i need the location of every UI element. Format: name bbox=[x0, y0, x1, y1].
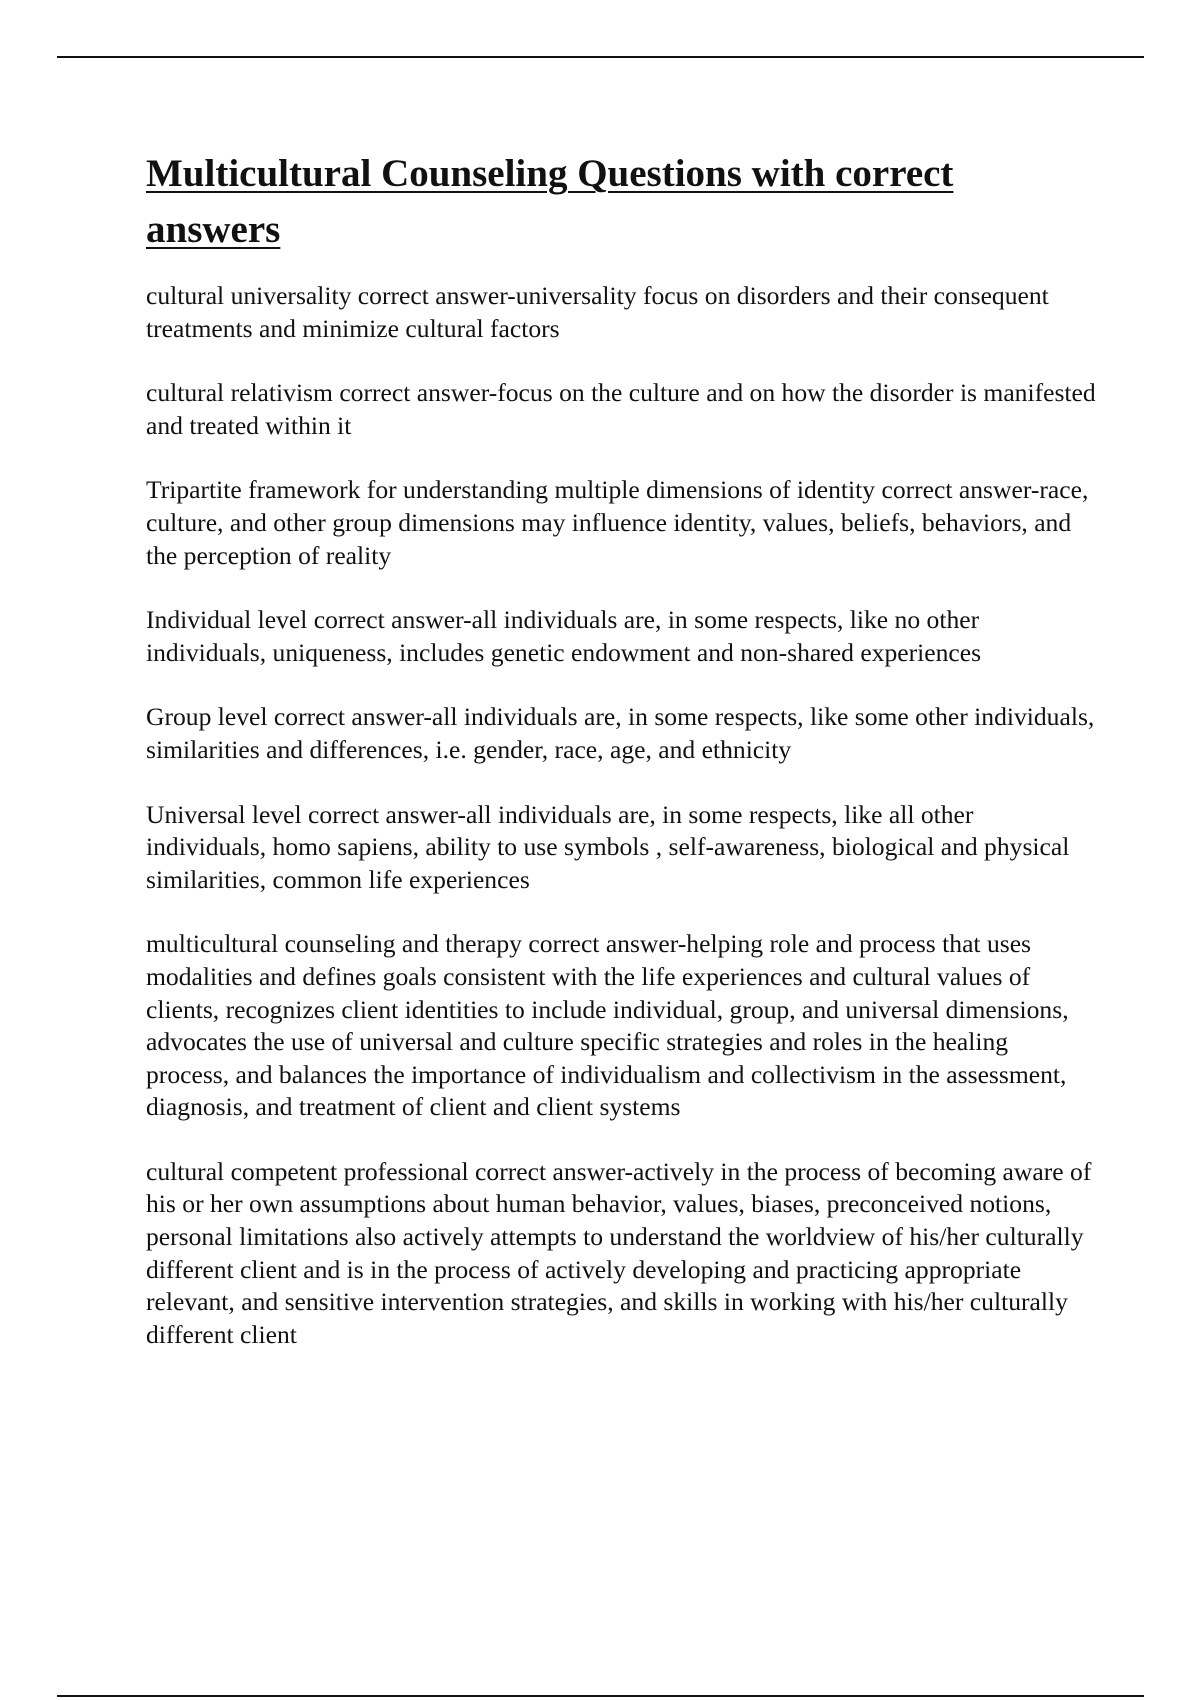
header-rule bbox=[57, 56, 1144, 58]
document-title: Multicultural Counseling Questions with correct answers bbox=[146, 152, 954, 251]
entry-tripartite-framework: Tripartite framework for understanding multiple dimensions of identity correct answer-race, culture, and other group dimensions may influence identity, values, beliefs, behaviors, and the perception of reality bbox=[146, 475, 1089, 570]
entry-cultural-universality: cultural universality correct answer-universality focus on disorders and their consequent treatments and minimize cultural factors bbox=[146, 281, 1049, 343]
entry-universal-level: Universal level correct answer-all individuals are, in some respects, like all other individuals, homo sapiens, ability to use symbols , self-awareness, biological and physical similarities, common life experiences bbox=[146, 799, 1070, 894]
entry-group-level: Group level correct answer-all individuals are, in some respects, like some other individuals, similarities and differences, i.e. gender, race, age, and ethnicity bbox=[146, 702, 1095, 764]
footer-rule bbox=[57, 1695, 1144, 1697]
entry-cultural-relativism: cultural relativism correct answer-focus on the culture and on how the disorder is manifested and treated within it bbox=[146, 378, 1096, 440]
entry-cultural-competent-professional: cultural competent professional correct answer-actively in the process of becoming aware of his or her own assumptions about human behavior, values, biases, preconceived notions, personal limitations also actively attempts to understand the worldview of his/her culturally different client and is in the process of actively developing and practicing appropriate relevant, and sensitive intervention strategies, and skills in working with his/her culturally different client bbox=[146, 1156, 1092, 1349]
entry-multicultural-counseling: multicultural counseling and therapy correct answer-helping role and process that uses modalities and defines goals consistent with the life experiences and cultural values of clients, recognizes client identities to include individual, group, and universal dimensions, advocates the use of universal and culture specific strategies and roles in the healing process, and balances the importance of individualism and collectivism in the assessment, diagnosis, and treatment of client and client systems bbox=[146, 929, 1069, 1122]
document-body bbox=[146, 146, 1096, 1383]
entry-individual-level: Individual level correct answer-all individuals are, in some respects, like no other individuals, uniqueness, includes genetic endowment and non-shared experiences bbox=[146, 605, 982, 667]
